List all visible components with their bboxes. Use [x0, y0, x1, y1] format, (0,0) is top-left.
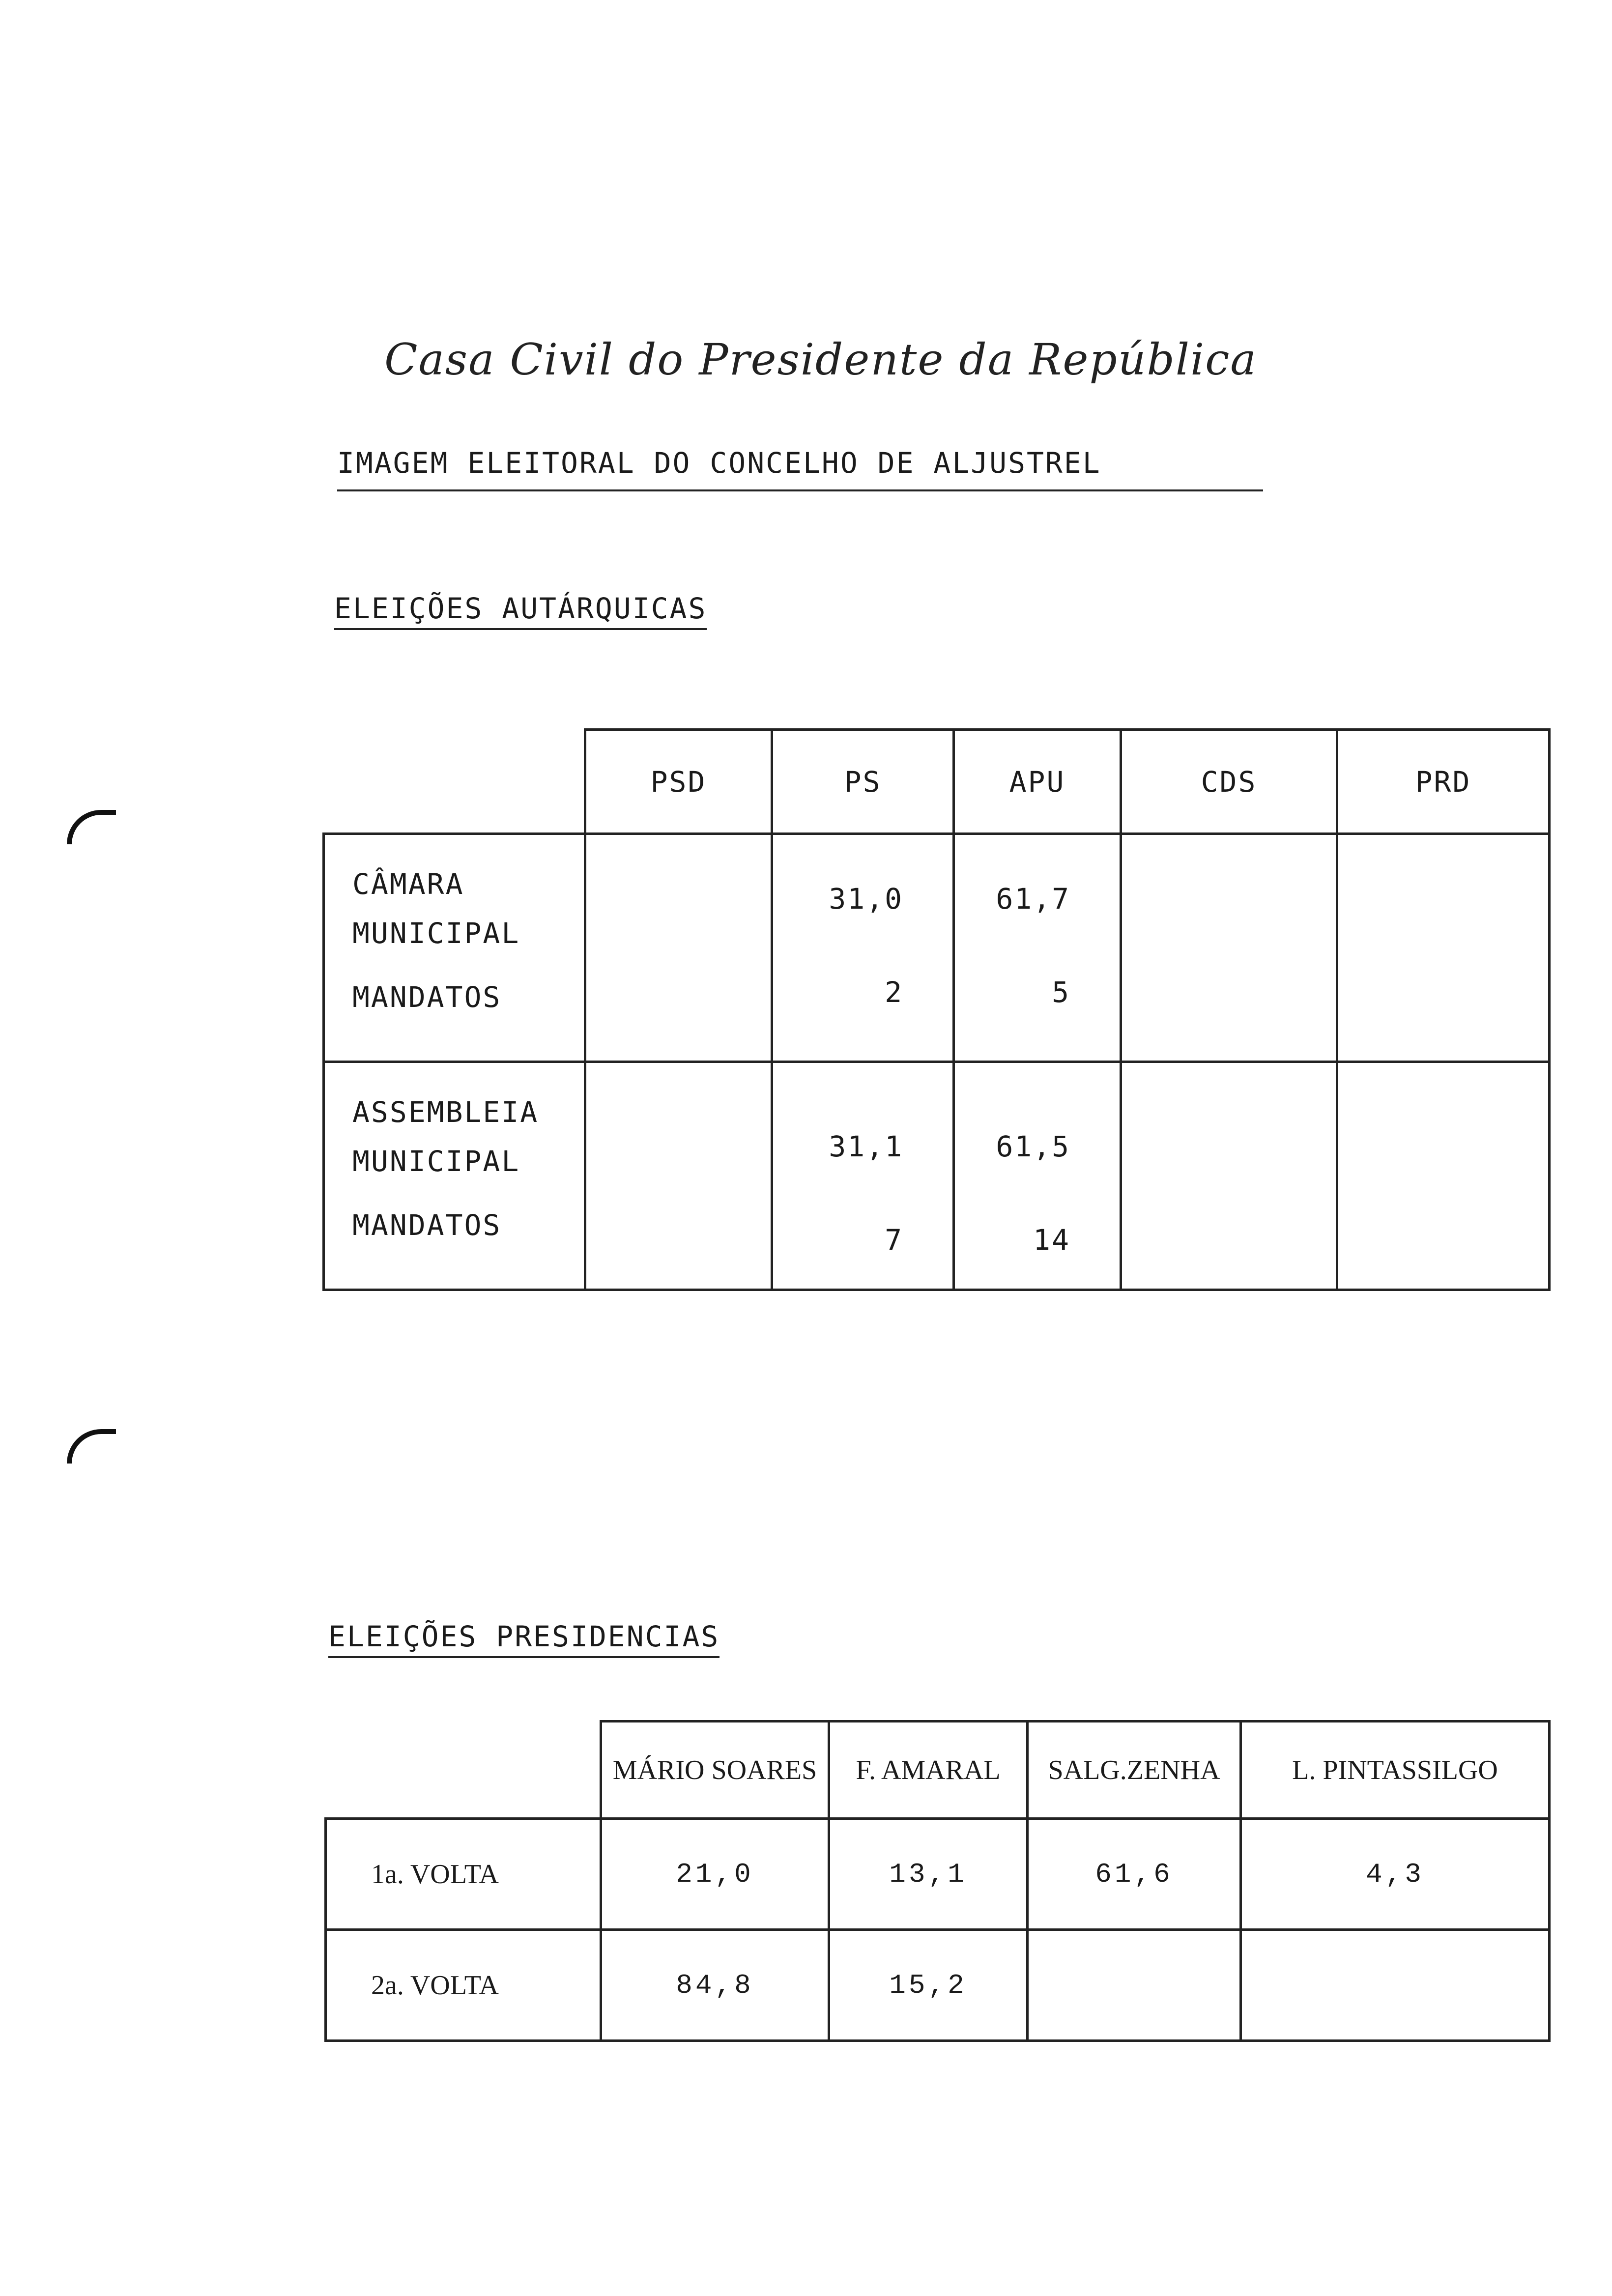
cell-assembleia-apu: [954, 1062, 1121, 1290]
header-f-amaral: F. AMARAL: [829, 1722, 1028, 1819]
cell-camara-cds: [1121, 834, 1337, 1062]
binder-hole-mark: [67, 810, 116, 844]
header-ps: PS: [772, 730, 954, 834]
cell-camara-ps: [772, 834, 954, 1062]
value-pct: 61,7: [996, 882, 1070, 916]
cell-camara-prd: [1337, 834, 1550, 1062]
table-row-volta1: [326, 1819, 1550, 1930]
value-mandatos: 14: [1033, 1223, 1070, 1257]
row-label-line: MUNICIPAL: [352, 1145, 520, 1178]
header-mario-soares: MÁRIO SOARES: [601, 1722, 829, 1819]
header-cds: CDS: [1121, 730, 1337, 834]
cell-volta1-zenha: 61,6: [1028, 1819, 1241, 1930]
cell-camara-apu: [954, 834, 1121, 1062]
binder-hole-mark: [67, 1429, 116, 1464]
cell-volta2-pintassilgo: [1241, 1930, 1550, 2041]
header-blank-cell: [324, 730, 585, 834]
cell-volta2-zenha: [1028, 1930, 1241, 2041]
row-label-line: MANDATOS: [352, 980, 502, 1014]
cell-assembleia-ps: [772, 1062, 954, 1290]
header-apu: APU: [954, 730, 1121, 834]
header-psd: PSD: [585, 730, 772, 834]
cell-assembleia-cds: [1121, 1062, 1337, 1290]
header-prd: PRD: [1337, 730, 1550, 834]
title-underline: [337, 489, 1263, 491]
cell-volta2-soares: 84,8: [601, 1930, 829, 2041]
letterhead: Casa Civil do Presidente da República: [384, 334, 1257, 385]
cell-camara-psd: [585, 834, 772, 1062]
value-mandatos: 5: [1052, 976, 1070, 1009]
row-label-volta1: 1a. VOLTA: [326, 1819, 601, 1930]
cell-volta1-pintassilgo: 4,3: [1241, 1819, 1550, 1930]
table-row-volta2: [326, 1930, 1550, 2041]
row-label-line: ASSEMBLEIA: [352, 1095, 539, 1129]
row-label-assembleia: [324, 1062, 585, 1290]
value-mandatos: 2: [885, 976, 903, 1009]
document-title: IMAGEM ELEITORAL DO CONCELHO DE ALJUSTREL: [337, 446, 1101, 480]
row-label-line: CÂMARA: [352, 867, 464, 901]
cell-assembleia-psd: [585, 1062, 772, 1290]
cell-volta1-amaral: 13,1: [829, 1819, 1028, 1930]
cell-assembleia-prd: [1337, 1062, 1550, 1290]
presidenciais-table: [324, 1720, 1551, 2042]
cell-volta1-soares: 21,0: [601, 1819, 829, 1930]
table-row-assembleia: [324, 1062, 1550, 1290]
cell-volta2-amaral: 15,2: [829, 1930, 1028, 2041]
header-l-pintassilgo: L. PINTASSILGO: [1241, 1722, 1550, 1819]
autarquicas-table: [322, 728, 1551, 1291]
row-label-camara: [324, 834, 585, 1062]
section-heading-presidenciais: ELEIÇÕES PRESIDENCIAS: [328, 1620, 720, 1658]
value-pct: 31,0: [829, 882, 903, 916]
table-row-camara: [324, 834, 1550, 1062]
header-salg-zenha: SALG.ZENHA: [1028, 1722, 1241, 1819]
value-mandatos: 7: [885, 1223, 903, 1257]
value-pct: 61,5: [996, 1130, 1070, 1163]
value-pct: 31,1: [829, 1130, 903, 1163]
section-heading-autarquicas: ELEIÇÕES AUTÁRQUICAS: [334, 592, 707, 630]
header-blank-cell: [326, 1722, 601, 1819]
row-label-volta2: 2a. VOLTA: [326, 1930, 601, 2041]
row-label-line: MANDATOS: [352, 1208, 502, 1242]
row-label-line: MUNICIPAL: [352, 917, 520, 950]
